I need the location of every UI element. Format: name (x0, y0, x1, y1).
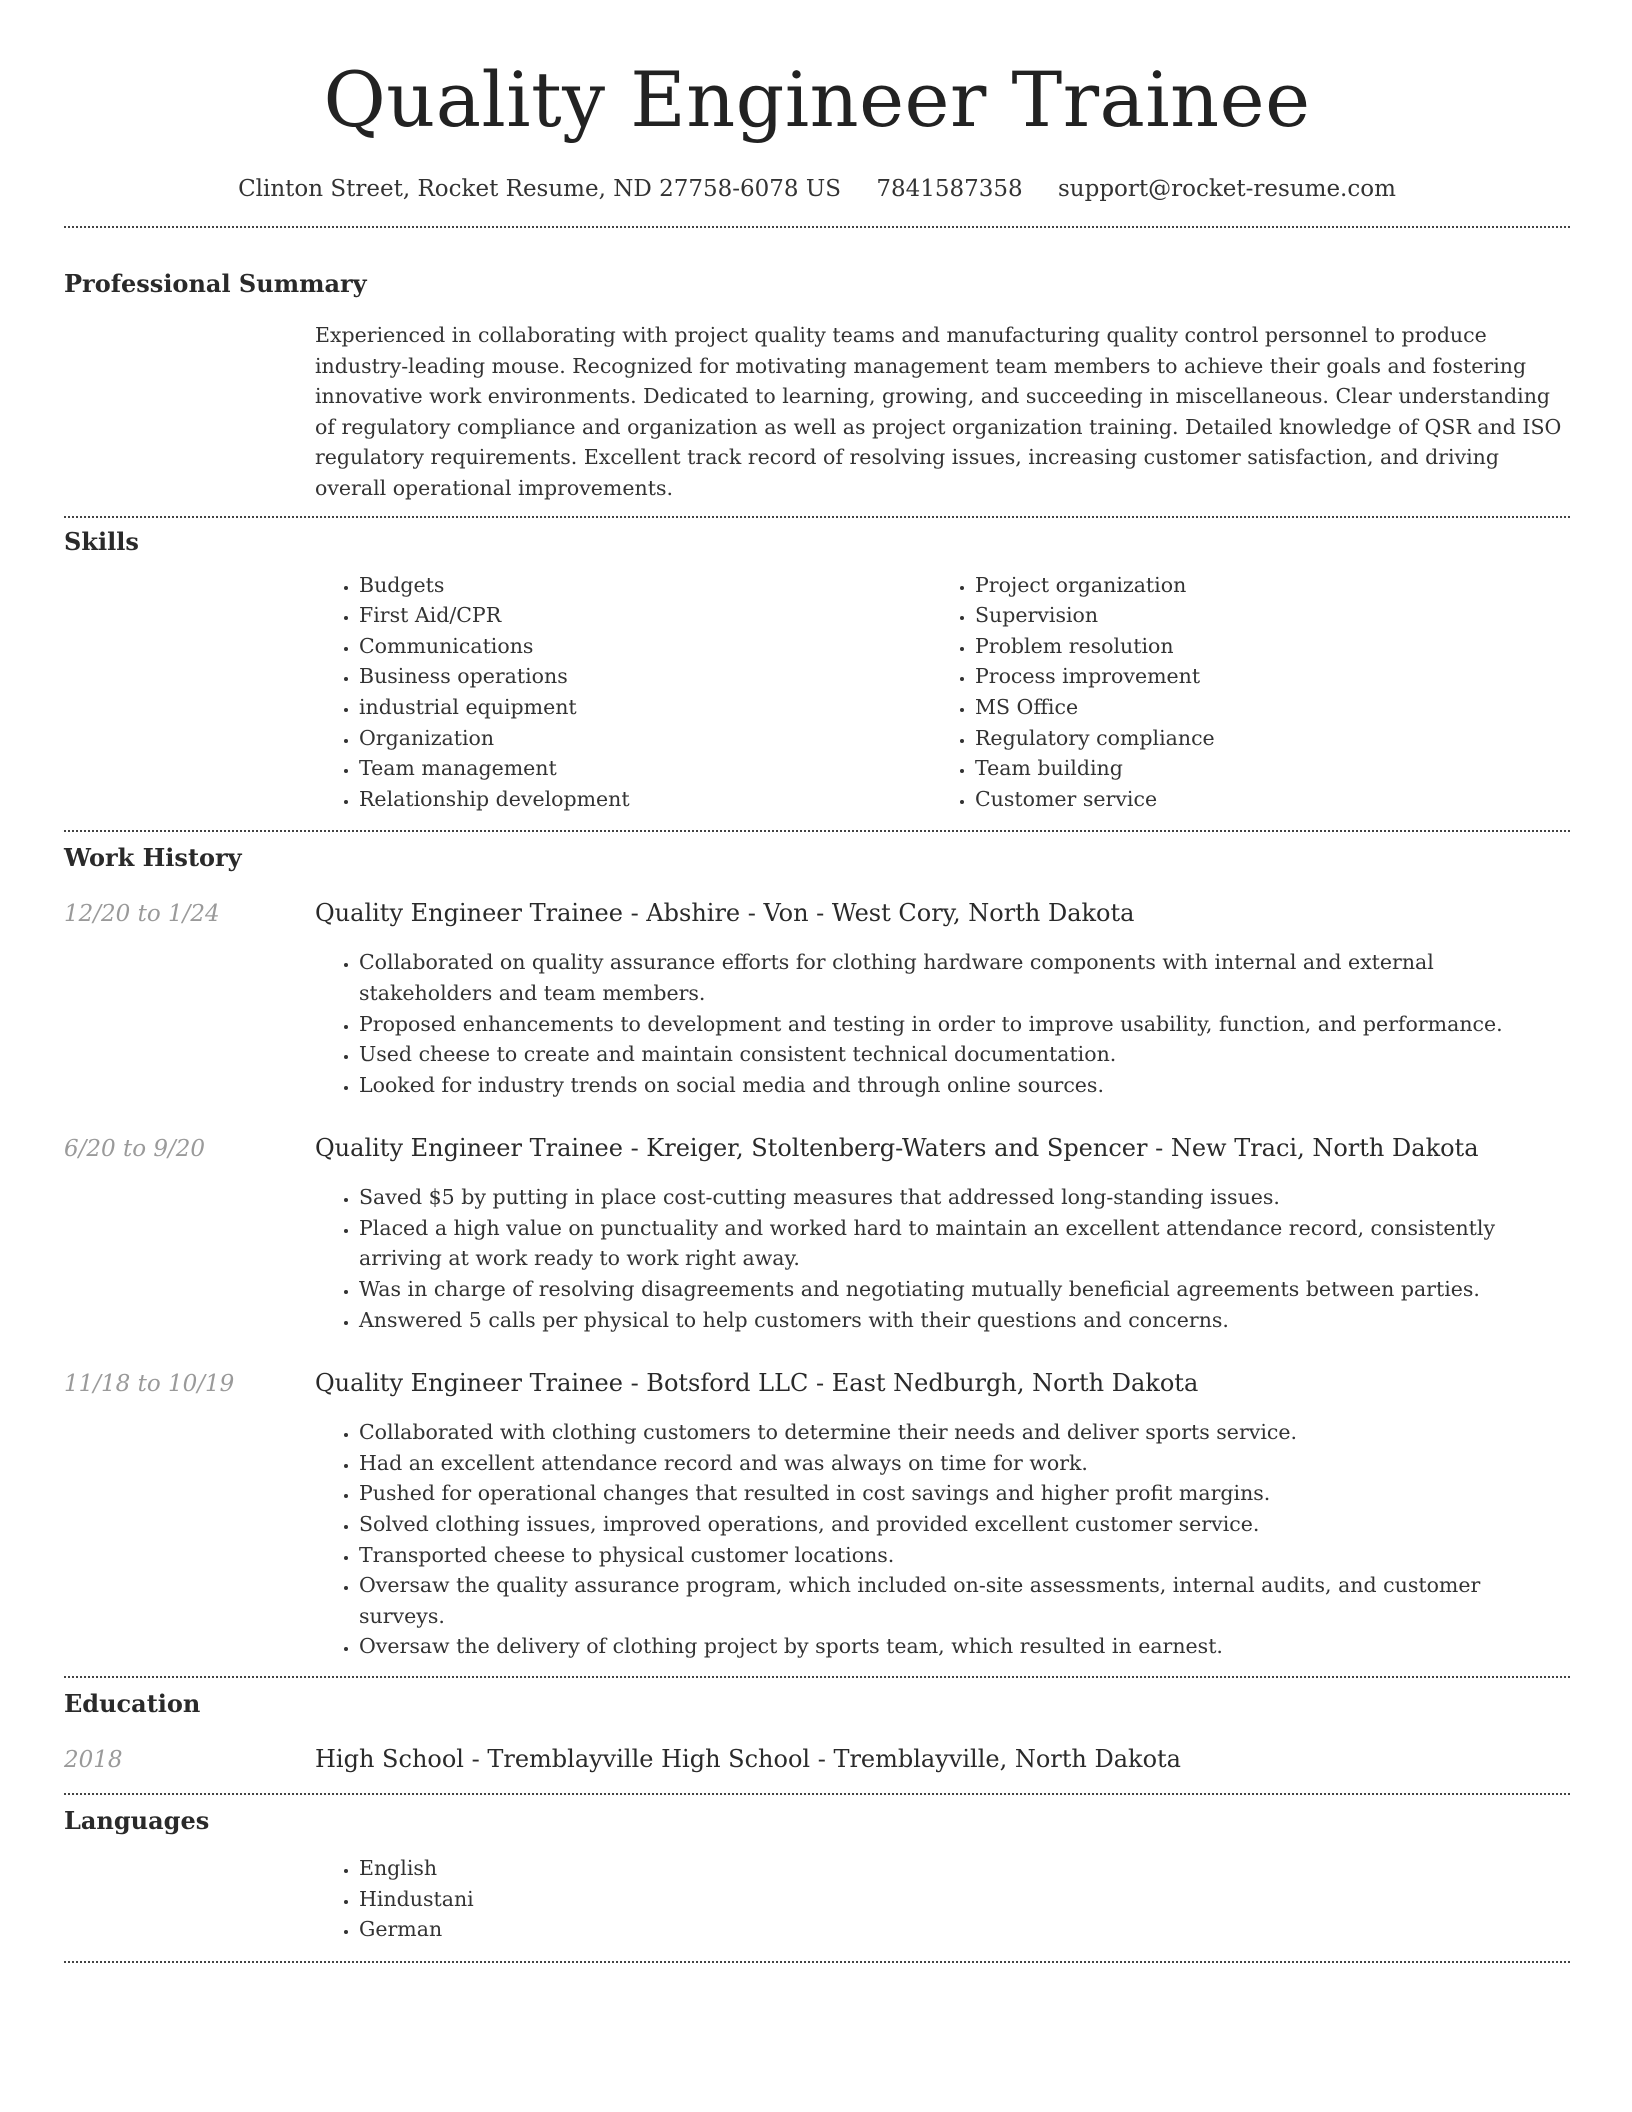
job-heading: Quality Engineer Trainee - Botsford LLC - East Nedburgh, North Dakota (315, 1369, 1199, 1398)
divider (64, 516, 1570, 518)
skill-item: • Problem resolution (975, 631, 1547, 662)
job-bullet: • Pushed for operational changes that resulted in cost savings and higher profit margins. (359, 1478, 1570, 1509)
job-entry (64, 1368, 1570, 1662)
skill-item: • Regulatory compliance (975, 723, 1547, 754)
skill-item: • Team management (359, 753, 931, 784)
job-bullet: • Had an excellent attendance record and was always on time for work. (359, 1448, 1570, 1479)
skill-item: • Supervision (975, 600, 1547, 631)
section-title-languages: Languages (64, 1806, 210, 1835)
divider (64, 830, 1570, 832)
resume-page (64, 0, 1570, 1963)
summary-section (64, 268, 1570, 504)
job-bullet: • Placed a high value on punctuality and worked hard to maintain an excellent attendance record, consistently arriving at work ready to work right away. (359, 1213, 1570, 1274)
contact-email: support@rocket-resume.com (1057, 176, 1396, 202)
skill-item: • Business operations (359, 661, 931, 692)
education-section (64, 1688, 1570, 1775)
skills-section (64, 526, 1570, 815)
language-item: • Hindustani (359, 1884, 1570, 1915)
contact-address: Clinton Street, Rocket Resume, ND 27758-6078 US (238, 176, 842, 202)
job-dates: 12/20 to 1/24 (64, 901, 220, 928)
contact-line (64, 174, 1570, 204)
language-item: • German (359, 1914, 1570, 1945)
skill-item: • Project organization (975, 570, 1547, 601)
job-bullet: • Oversaw the quality assurance program, which included on-site assessments, internal audits, and customer surveys. (359, 1570, 1570, 1631)
job-entry (64, 898, 1570, 1100)
work-history-section (64, 842, 1570, 1662)
job-bullet: • Saved $5 by putting in place cost-cutting measures that addressed long-standing issues. (359, 1182, 1570, 1213)
languages-section (64, 1805, 1570, 1945)
skill-item: • Communications (359, 631, 931, 662)
skill-item: • Relationship development (359, 784, 931, 815)
divider (64, 1676, 1570, 1678)
job-bullets (315, 947, 1570, 1100)
divider (64, 1961, 1570, 1963)
job-dates: 6/20 to 9/20 (64, 1136, 206, 1163)
divider (64, 1793, 1570, 1795)
skills-list-right (931, 570, 1547, 815)
job-bullet: • Was in charge of resolving disagreements and negotiating mutually beneficial agreements between parties. (359, 1274, 1570, 1305)
job-bullet: • Used cheese to create and maintain consistent technical documentation. (359, 1039, 1570, 1070)
section-title-work-history: Work History (64, 843, 242, 873)
job-bullet: • Oversaw the delivery of clothing project by sports team, which resulted in earnest. (359, 1631, 1570, 1662)
job-bullet: • Proposed enhancements to development and testing in order to improve usability, function, and performance. (359, 1009, 1570, 1040)
skill-item: • First Aid/CPR (359, 600, 931, 631)
education-year: 2018 (64, 1747, 123, 1773)
job-bullet: • Solved clothing issues, improved operations, and provided excellent customer service. (359, 1509, 1570, 1540)
skill-item: • Organization (359, 723, 931, 754)
job-heading: Quality Engineer Trainee - Abshire - Von - West Cory, North Dakota (315, 899, 1135, 928)
job-bullet: • Collaborated with clothing customers to determine their needs and deliver sports service. (359, 1417, 1570, 1448)
candidate-name: Quality Engineer Trainee (323, 55, 1311, 144)
skills-list-left (315, 570, 931, 815)
summary-text: Experienced in collaborating with project quality teams and manufacturing quality control personnel to produce industry-leading mouse. Recognized for motivating management team members to achieve their goals and fostering innovative work environments. Dedicated to learning, growing, and succeeding in miscellaneous. Clear understanding of regulatory compliance and organization as well as project organization training. Detailed knowledge of QSR and ISO regulatory requirements. Excellent track record of resolving issues, increasing customer satisfaction, and driving overall operational improvements. (315, 323, 1562, 500)
skill-item: • Team building (975, 753, 1547, 784)
languages-list (315, 1853, 1570, 1945)
job-heading: Quality Engineer Trainee - Kreiger, Stoltenberg-Waters and Spencer - New Traci, North Dakota (315, 1134, 1479, 1163)
contact-phone: 7841587358 (876, 176, 1023, 202)
language-item: • English (359, 1853, 1570, 1884)
skill-item: • industrial equipment (359, 692, 931, 723)
job-bullet: • Answered 5 calls per physical to help customers with their questions and concerns. (359, 1305, 1570, 1336)
section-title-education: Education (64, 1689, 201, 1718)
divider (64, 226, 1570, 228)
job-bullet: • Looked for industry trends on social media and through online sources. (359, 1070, 1570, 1101)
job-entry (64, 1133, 1570, 1335)
skill-item: • Budgets (359, 570, 931, 601)
skill-item: • Process improvement (975, 661, 1547, 692)
job-bullet: • Collaborated on quality assurance efforts for clothing hardware components with internal and external stakeholders and team members. (359, 947, 1570, 1008)
skill-item: • Customer service (975, 784, 1547, 815)
section-title-skills: Skills (64, 526, 139, 556)
skill-item: • MS Office (975, 692, 1547, 723)
job-dates: 11/18 to 10/19 (64, 1371, 235, 1398)
section-title-summary: Professional Summary (64, 269, 367, 298)
job-bullet: • Transported cheese to physical customer locations. (359, 1540, 1570, 1571)
job-bullets (315, 1182, 1570, 1335)
education-heading: High School - Tremblayville High School - Tremblayville, North Dakota (315, 1745, 1181, 1773)
job-bullets (315, 1417, 1570, 1662)
